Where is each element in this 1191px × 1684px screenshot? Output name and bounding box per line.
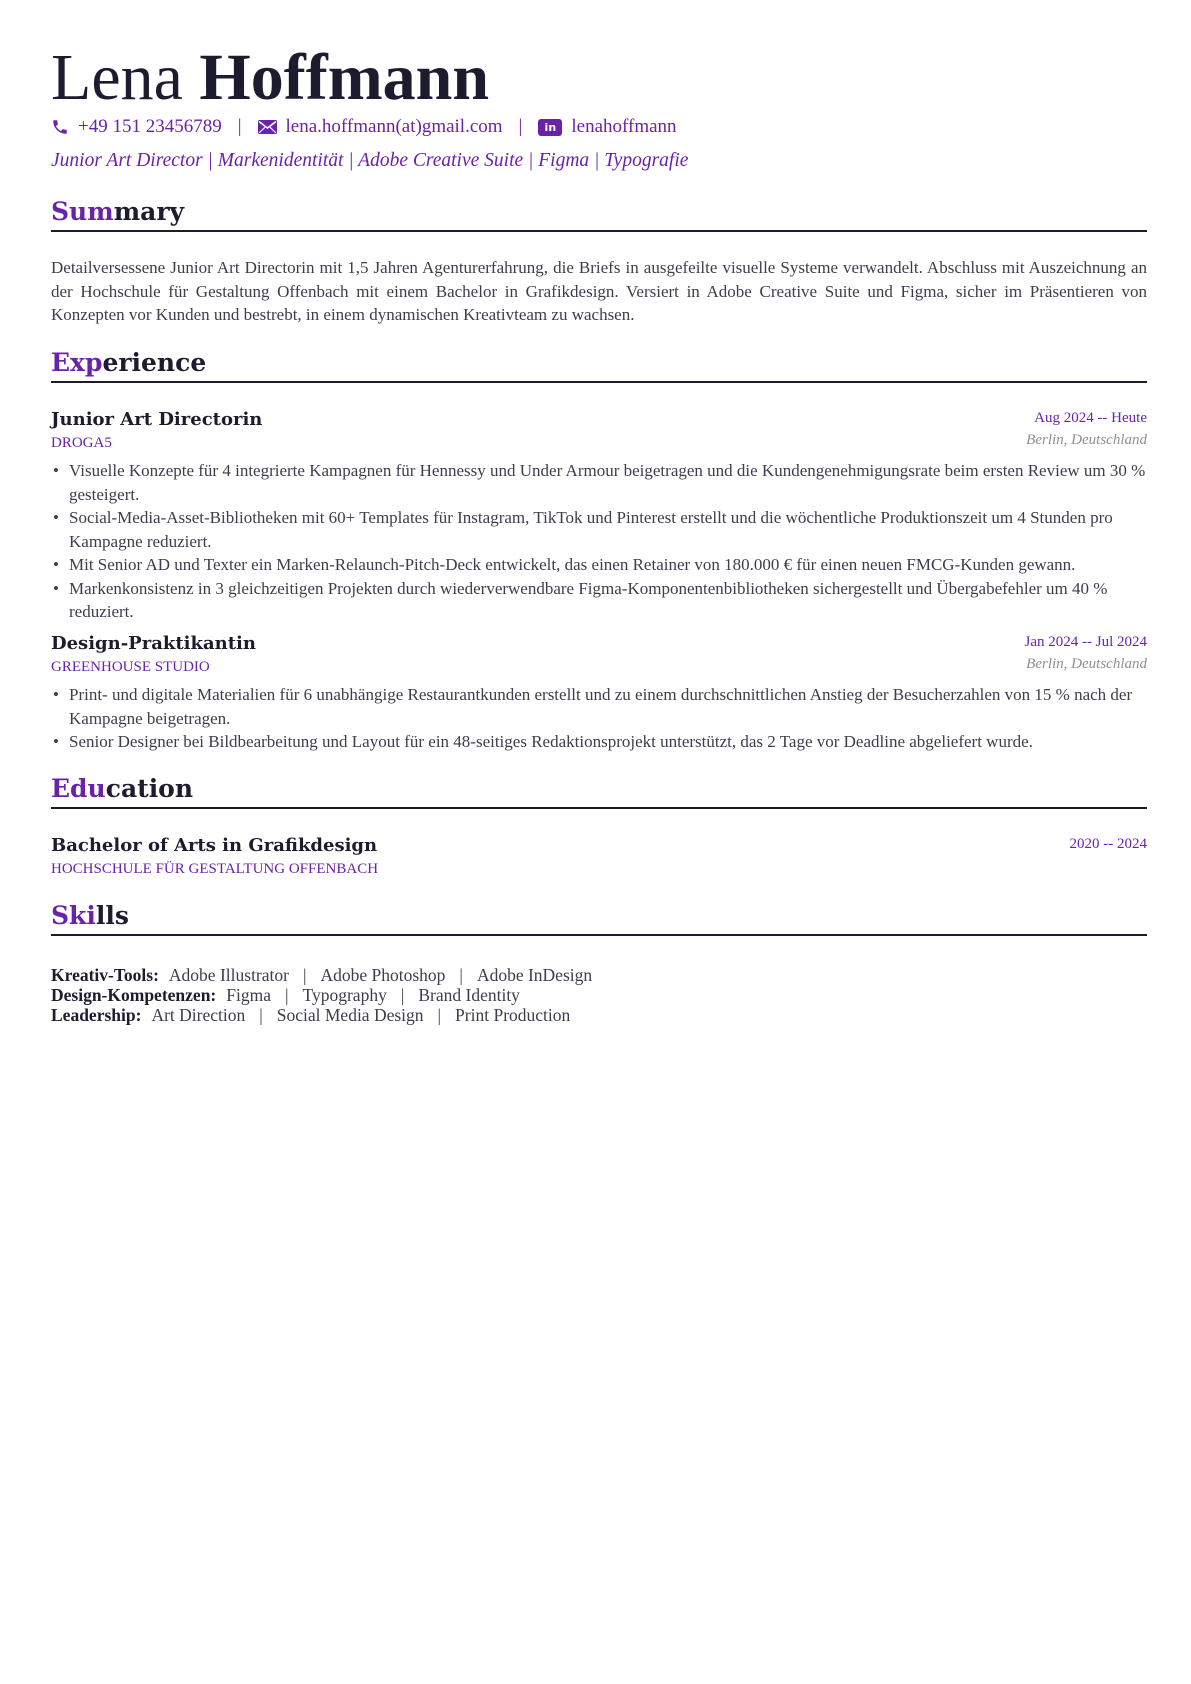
education-date: 2020 -- 2024 xyxy=(1069,836,1147,852)
section-title-experience xyxy=(51,347,1147,383)
section-title-skills xyxy=(51,900,1147,936)
summary-text: Detailversessene Junior Art Directorin mit 1,5 Jahren Agenturerfahrung, die Briefs in ausgefeilte visuelle Systeme verwandelt. Abschluss mit Auszeichnung an der Hochschule für Gestaltung Offenbach mit einem Bachelor in Grafikdesign. Versiert in Adobe Creative Suite und Figma, sicher im Präsentieren von Konzepten vor Kunden und bestrebt, in einem dynamischen Kreativteam zu wachsen. xyxy=(51,258,1147,324)
phone-number[interactable]: +49 151 23456789 xyxy=(78,116,222,137)
skill-item: Print Production xyxy=(455,1005,571,1025)
job-title: Junior Art Directorin xyxy=(51,409,263,430)
skill-row xyxy=(51,985,592,1005)
job-date: Aug 2024 -- Heute xyxy=(1034,410,1147,426)
contact-separator: | xyxy=(518,116,523,137)
skills-list xyxy=(51,965,592,1025)
skill-separator: | xyxy=(302,965,307,985)
section-title-rest: cation xyxy=(105,774,194,803)
contact-separator: | xyxy=(237,116,242,137)
school-name: HOCHSCHULE FÜR GESTALTUNG OFFENBACH xyxy=(51,861,379,877)
job-location: Berlin, Deutschland xyxy=(1026,656,1147,672)
section-title-accent: Sum xyxy=(51,197,114,226)
skill-row xyxy=(51,1005,592,1025)
skill-item: Brand Identity xyxy=(418,985,520,1005)
contact-line xyxy=(51,112,677,142)
job-bullets xyxy=(51,459,1147,624)
linkedin-link[interactable]: lenahoffmann xyxy=(571,116,677,137)
section-title-accent: Edu xyxy=(51,774,106,803)
skill-separator: | xyxy=(259,1005,263,1025)
skill-item: Adobe Photoshop xyxy=(320,965,446,985)
skill-item: Figma xyxy=(226,985,271,1005)
skill-category: Kreativ-Tools: xyxy=(51,965,159,985)
list-item: • Social-Media-Asset-Bibliotheken mit 60+ Templates für Instagram, TikTok und Pinterest erstellt und die wöchentliche Produktionszeit um 4 Stunden pro Kampagne reduziert. xyxy=(51,506,1147,553)
company-name: GREENHOUSE STUDIO xyxy=(51,659,210,675)
section-title-summary xyxy=(51,196,1147,232)
section-title-rest: mary xyxy=(113,197,185,226)
section-title-rest: erience xyxy=(102,348,207,377)
first-name: Lena xyxy=(51,41,183,114)
company-name: DROGA5 xyxy=(51,435,112,451)
skill-item: Adobe InDesign xyxy=(476,965,593,985)
job-location: Berlin, Deutschland xyxy=(1026,432,1147,448)
skill-item: Social Media Design xyxy=(276,1005,424,1025)
list-item: • Senior Designer bei Bildbearbeitung und Layout für ein 48-seitiges Redaktionsprojekt unterstützt, das 2 Tage vor Deadline abgeliefert wurde. xyxy=(51,730,1147,754)
section-title-accent: Ski xyxy=(51,901,96,930)
skill-item: Art Direction xyxy=(151,1005,246,1025)
section-title-accent: Exp xyxy=(51,348,103,377)
job-title: Design-Praktikantin xyxy=(51,633,256,654)
linkedin-icon: in xyxy=(538,119,562,136)
email-link[interactable]: lena.hoffmann(at)gmail.com xyxy=(285,116,503,137)
candidate-name xyxy=(51,38,489,118)
skill-separator: | xyxy=(285,985,289,1005)
skill-row xyxy=(51,965,592,985)
degree-title: Bachelor of Arts in Grafikdesign xyxy=(51,835,378,856)
last-name: Hoffmann xyxy=(199,41,490,114)
skill-item: Adobe Illustrator xyxy=(168,965,289,985)
list-item: • Visuelle Konzepte für 4 integrierte Kampagnen für Hennessy und Under Armour beigetragen und die Kundengenehmigungsrate beim ersten Review um 30 % gesteigert. xyxy=(51,459,1147,506)
tagline: Junior Art Director | Markenidentität | Adobe Creative Suite | Figma | Typografie xyxy=(51,150,689,171)
skill-separator: | xyxy=(400,985,405,1005)
skill-category: Leadership: xyxy=(51,1005,142,1025)
list-item: • Markenkonsistenz in 3 gleichzeitigen Projekten durch wiederverwendbare Figma-Komponentenbibliotheken sichergestellt und Übergabefehler um 40 % reduziert. xyxy=(51,577,1147,624)
skill-category: Design-Kompetenzen: xyxy=(51,985,217,1005)
list-item: • Mit Senior AD und Texter ein Marken-Relaunch-Pitch-Deck entwickelt, das einen Retainer von 180.000 € für einen neuen FMCG-Kunden gewann. xyxy=(51,553,1147,577)
phone-icon xyxy=(51,118,69,136)
envelope-icon xyxy=(258,120,277,134)
list-item: • Print- und digitale Materialien für 6 unabhängige Restaurantkunden erstellt und zu einem durchschnittlichen Anstieg der Besucherzahlen von 15 % nach der Kampagne beigetragen. xyxy=(51,683,1147,730)
section-title-rest: lls xyxy=(95,901,129,930)
skill-separator: | xyxy=(437,1005,442,1025)
job-date: Jan 2024 -- Jul 2024 xyxy=(1024,634,1147,650)
skill-item: Typography xyxy=(302,985,387,1005)
section-title-education xyxy=(51,773,1147,809)
job-bullets xyxy=(51,683,1147,754)
skill-separator: | xyxy=(459,965,463,985)
